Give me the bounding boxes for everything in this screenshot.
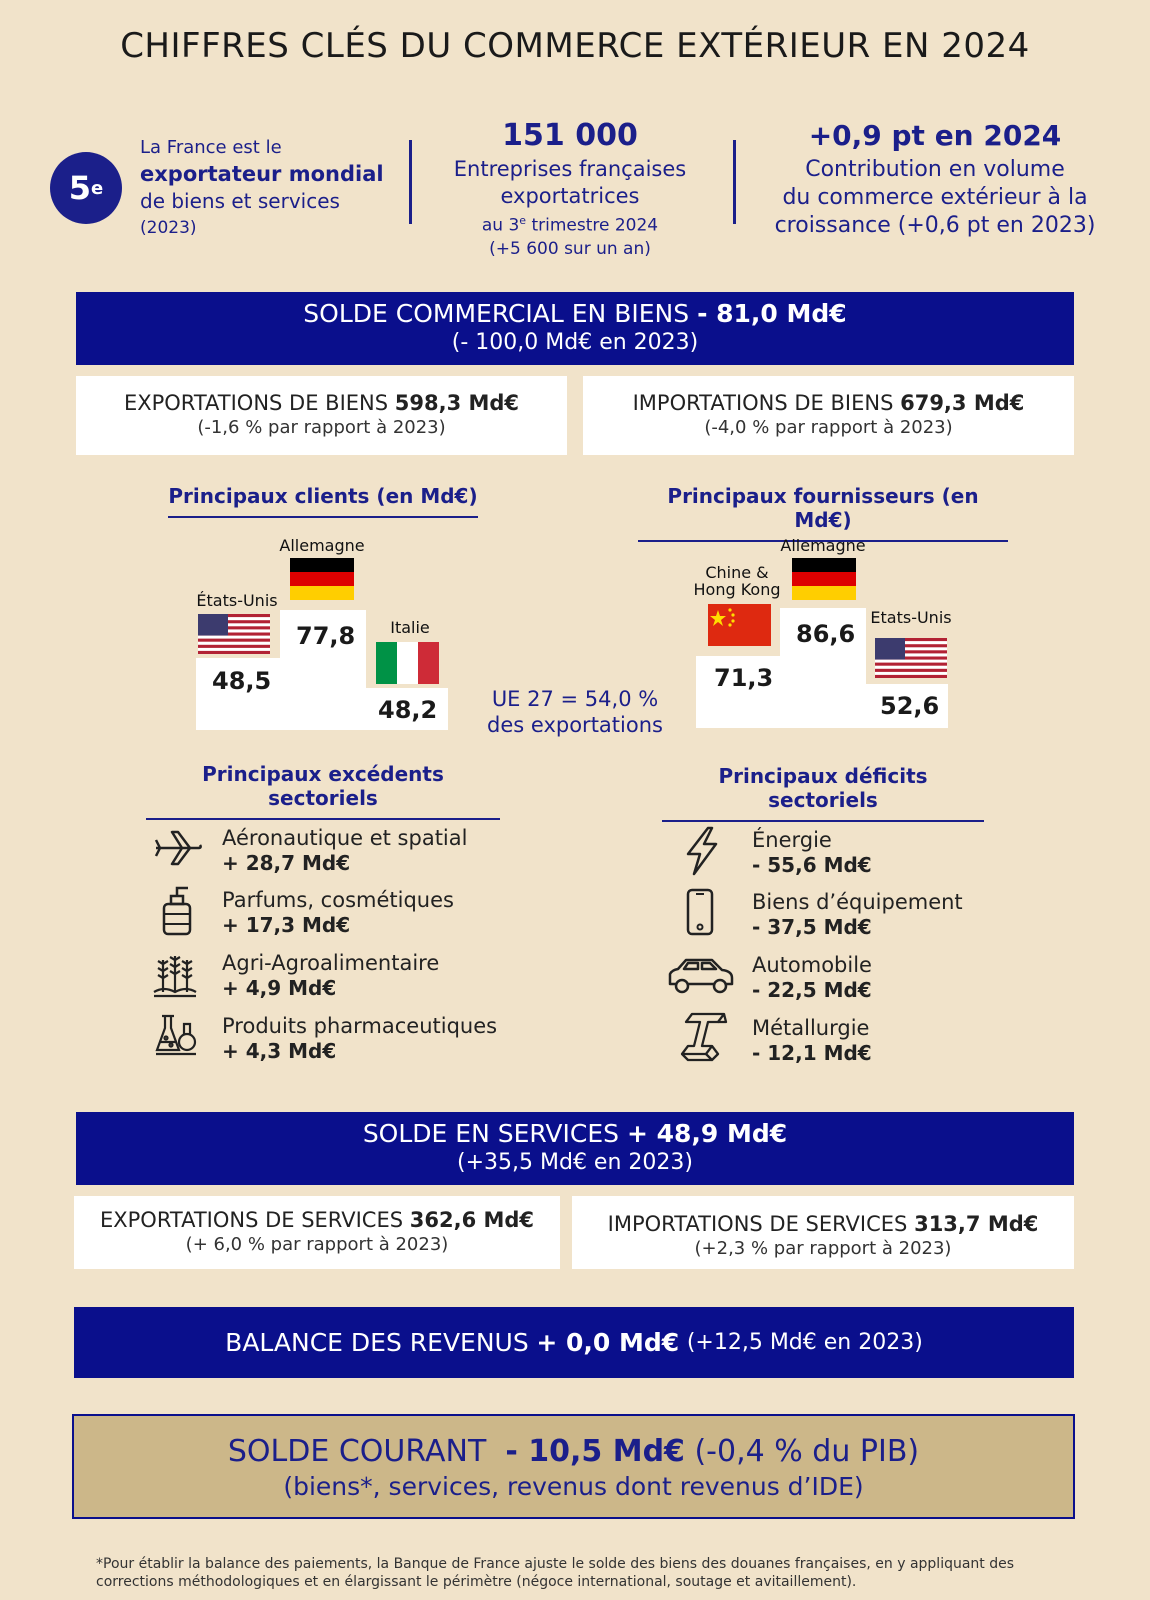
enterprises-stat xyxy=(420,116,720,261)
services-exports-change: (+ 6,0 % par rapport à 2023) xyxy=(185,1234,449,1255)
china-label-1: Chine & xyxy=(705,563,769,582)
deficit-value: - 22,5 Md€ xyxy=(752,978,872,1002)
supplier-value-germany: 86,6 xyxy=(796,620,856,648)
eu-share-line-1: UE 27 = 54,0 % xyxy=(491,687,659,711)
contribution-text xyxy=(770,156,1100,240)
period-prefix: au 3 xyxy=(481,215,520,236)
divider xyxy=(409,140,412,224)
divider xyxy=(733,140,736,224)
china-flag-icon xyxy=(708,604,771,646)
goods-exports-box xyxy=(76,376,567,455)
goods-imports-box xyxy=(583,376,1074,455)
supplier-country-china xyxy=(686,564,788,598)
car-icon xyxy=(666,956,736,996)
goods-imports-change: (-4,0 % par rapport à 2023) xyxy=(704,417,953,438)
suppliers-heading: Principaux fournisseurs (en Md€) xyxy=(638,484,1008,542)
contribution-line-2: du commerce extérieur à la xyxy=(782,185,1088,210)
goods-exports-change: (-1,6 % par rapport à 2023) xyxy=(197,417,446,438)
client-value-germany: 77,8 xyxy=(296,622,356,650)
income-value: + 0,0 Md€ xyxy=(536,1328,680,1357)
surplus-value: + 28,7 Md€ xyxy=(222,851,351,875)
client-value-italy: 48,2 xyxy=(378,696,438,724)
services-imports-value: 313,7 Md€ xyxy=(914,1212,1039,1236)
services-imports-label: IMPORTATIONS DE SERVICES xyxy=(607,1212,908,1236)
current-account-pct: (-0,4 % du PIB) xyxy=(694,1434,920,1469)
goods-balance-label: SOLDE COMMERCIAL EN BIENS xyxy=(303,299,690,328)
client-country-italy: Italie xyxy=(390,618,430,637)
client-value-usa: 48,5 xyxy=(212,667,272,695)
income-balance-banner xyxy=(74,1307,1074,1378)
surplus-item xyxy=(222,1014,497,1064)
rank-line-2: exportateur mondial xyxy=(140,162,384,186)
lightning-icon xyxy=(682,826,722,876)
rank-badge xyxy=(50,152,122,224)
steel-beam-icon xyxy=(678,1010,730,1064)
eu-share xyxy=(480,686,670,738)
current-account-box xyxy=(72,1414,1075,1519)
deficit-item xyxy=(752,953,872,1003)
surplus-item xyxy=(222,951,439,1001)
deficit-label: Automobile xyxy=(752,953,872,977)
goods-imports-value: 679,3 Md€ xyxy=(900,391,1025,415)
contribution-title: +0,9 pt en 2024 xyxy=(808,119,1062,152)
contribution-line-1: Contribution en volume xyxy=(805,157,1065,182)
current-account-note: (biens*, services, revenus dont revenus d’IDE) xyxy=(283,1472,864,1501)
goods-exports-label: EXPORTATIONS DE BIENS xyxy=(123,391,389,415)
deficit-value: - 55,6 Md€ xyxy=(752,853,872,877)
services-balance-banner xyxy=(76,1112,1074,1185)
services-balance-label: SOLDE EN SERVICES xyxy=(362,1119,619,1148)
clients-heading: Principaux clients (en Md€) xyxy=(168,484,478,518)
phone-icon xyxy=(686,888,714,936)
surplus-value: + 4,9 Md€ xyxy=(222,976,337,1000)
surplus-label: Produits pharmaceutiques xyxy=(222,1014,498,1038)
germany-flag-icon xyxy=(290,558,354,600)
income-label: BALANCE DES REVENUS xyxy=(225,1328,529,1357)
surplus-value: + 17,3 Md€ xyxy=(222,913,351,937)
services-balance-previous: (+35,5 Md€ en 2023) xyxy=(457,1150,693,1175)
rank-number: 5 xyxy=(68,169,92,207)
usa-flag-icon xyxy=(875,638,947,678)
surplus-label: Aéronautique et spatial xyxy=(222,826,468,850)
deficit-item xyxy=(752,890,963,940)
deficit-value: - 12,1 Md€ xyxy=(752,1041,872,1065)
deficit-label: Biens d’équipement xyxy=(752,890,963,914)
footnote xyxy=(96,1555,1096,1591)
china-label-2: Hong Kong xyxy=(693,580,781,599)
period-suffix: trimestre 2024 xyxy=(526,215,659,236)
services-balance-value: + 48,9 Md€ xyxy=(626,1119,788,1148)
enterprises-delta: (+5 600 sur un an) xyxy=(489,238,651,259)
enterprises-number: 151 000 xyxy=(502,118,638,153)
goods-balance-value: - 81,0 Md€ xyxy=(697,299,847,328)
client-country-usa: États-Unis xyxy=(196,591,278,610)
rank-line-1: La France est le xyxy=(140,137,282,158)
goods-balance-previous: (- 100,0 Md€ en 2023) xyxy=(451,330,699,355)
supplier-country-germany: Allemagne xyxy=(780,536,866,555)
current-account-value: - 10,5 Md€ xyxy=(505,1434,685,1469)
goods-balance-banner xyxy=(76,292,1074,365)
footnote-line-2: corrections méthodologiques et en élargissant le périmètre (négoce international, soutage et avitaillement). xyxy=(96,1574,857,1590)
supplier-country-usa: Etats-Unis xyxy=(870,608,952,627)
rank-suffix: e xyxy=(91,177,104,199)
italy-flag-icon xyxy=(376,642,439,684)
contribution-stat xyxy=(770,116,1100,240)
services-imports-change: (+2,3 % par rapport à 2023) xyxy=(694,1238,952,1259)
perfume-bottle-icon xyxy=(160,884,194,936)
surplus-label: Agri-Agroalimentaire xyxy=(222,951,440,975)
services-exports-value: 362,6 Md€ xyxy=(409,1208,535,1232)
rank-line-4: (2023) xyxy=(140,218,197,238)
deficit-value: - 37,5 Md€ xyxy=(752,915,872,939)
contribution-line-3: croissance (+0,6 pt en 2023) xyxy=(774,213,1096,238)
income-previous: (+12,5 Md€ en 2023) xyxy=(686,1330,923,1355)
enterprises-label-2: exportatrices xyxy=(500,184,640,208)
rank-description xyxy=(140,134,400,242)
supplier-value-usa: 52,6 xyxy=(880,692,940,720)
usa-flag-icon xyxy=(198,614,270,654)
services-exports-box xyxy=(74,1196,560,1269)
wheat-icon xyxy=(152,952,198,998)
surplus-value: + 4,3 Md€ xyxy=(222,1039,337,1063)
goods-imports-label: IMPORTATIONS DE BIENS xyxy=(632,391,894,415)
deficit-item xyxy=(752,828,872,878)
services-exports-label: EXPORTATIONS DE SERVICES xyxy=(99,1208,404,1232)
enterprises-label-1: Entreprises françaises xyxy=(453,157,687,181)
deficit-item xyxy=(752,1016,872,1066)
deficit-label: Énergie xyxy=(752,828,832,852)
client-country-germany: Allemagne xyxy=(279,536,365,555)
deficit-label: Métallurgie xyxy=(752,1016,870,1040)
deficits-heading: Principaux déficits sectoriels xyxy=(662,764,984,822)
surplus-item xyxy=(222,826,467,876)
surpluses-heading: Principaux excédents sectoriels xyxy=(146,762,500,820)
footnote-line-1: *Pour établir la balance des paiements, la Banque de France ajuste le solde des biens des douanes françaises, en y appliquant des xyxy=(96,1556,1015,1572)
airplane-icon xyxy=(152,826,204,870)
goods-exports-value: 598,3 Md€ xyxy=(394,391,520,415)
flask-icon xyxy=(154,1012,198,1056)
germany-flag-icon xyxy=(792,558,856,600)
eu-share-line-2: des exportations xyxy=(487,713,663,737)
rank-line-3: de biens et services xyxy=(140,189,340,213)
surplus-label: Parfums, cosmétiques xyxy=(222,888,454,912)
supplier-value-china: 71,3 xyxy=(714,664,774,692)
page-title: CHIFFRES CLÉS DU COMMERCE EXTÉRIEUR EN 2024 xyxy=(120,26,1030,66)
surplus-item xyxy=(222,888,454,938)
services-imports-box xyxy=(572,1196,1074,1269)
enterprises-period xyxy=(420,210,720,237)
current-account-label: SOLDE COURANT xyxy=(227,1434,487,1469)
period-sup: e xyxy=(519,214,527,227)
